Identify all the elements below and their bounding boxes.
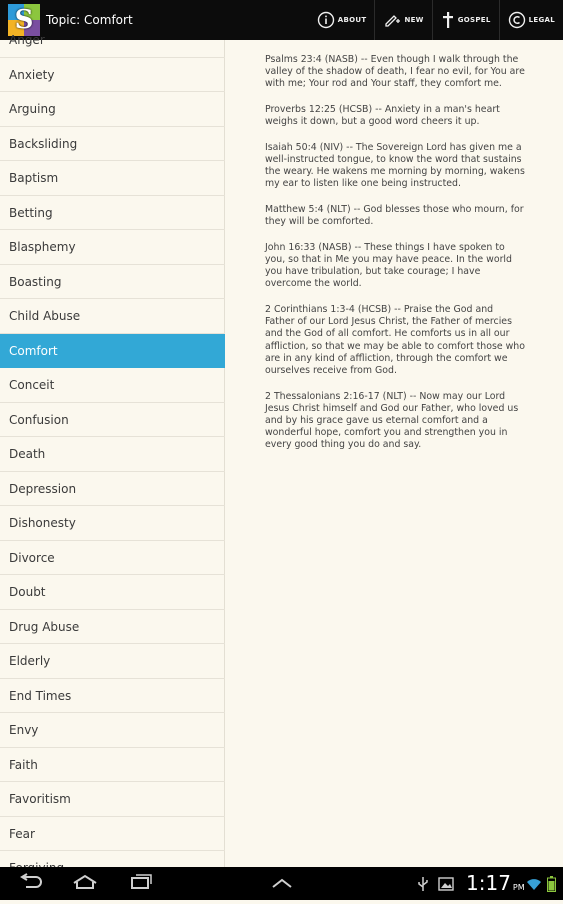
topic-item[interactable]: Conceit (0, 368, 225, 403)
system-nav-bar (0, 867, 563, 900)
menu-up-button[interactable] (266, 867, 298, 900)
clock-ampm: PM (512, 883, 525, 892)
chevron-up-icon (270, 874, 294, 893)
topic-item[interactable]: Arguing (0, 92, 225, 127)
gospel-button[interactable] (432, 0, 499, 40)
info-icon (317, 11, 335, 29)
topic-list[interactable] (0, 33, 225, 867)
topic-item[interactable]: Backsliding (0, 127, 225, 162)
back-icon (18, 874, 44, 894)
topic-item[interactable]: Boasting (0, 265, 225, 300)
verse-paragraph: Isaiah 50:4 (NIV) -- The Sovereign Lord has given me a well-instructed tongue, to know the word that sustains the weary. He wakens me morning by morning, wakens my ear to listen like one being instructed. (265, 141, 525, 190)
new-button[interactable] (374, 0, 431, 40)
verse-paragraph: Psalms 23:4 (NASB) -- Even though I walk through the valley of the shadow of death, I fear no evil, for You are with me; Your rod and Your staff, they comfort me. (265, 54, 525, 90)
topic-item[interactable]: Blasphemy (0, 230, 225, 265)
topic-item[interactable]: Doubt (0, 575, 225, 610)
topic-item[interactable]: Envy (0, 713, 225, 748)
back-button[interactable] (14, 867, 48, 900)
topic-item-selected[interactable]: Comfort (0, 334, 225, 369)
action-buttons (309, 0, 563, 40)
topic-item[interactable]: End Times (0, 679, 225, 714)
gospel-label: GOSPEL (457, 16, 491, 24)
topic-item[interactable]: Drug Abuse (0, 610, 225, 645)
topic-item[interactable]: Betting (0, 196, 225, 231)
topic-item[interactable]: Favoritism (0, 782, 225, 817)
topic-item[interactable]: Anger (0, 23, 225, 58)
home-icon (71, 874, 99, 894)
wifi-icon (526, 867, 542, 900)
topic-item[interactable]: Depression (0, 472, 225, 507)
topic-item[interactable]: Child Abuse (0, 299, 225, 334)
topic-item[interactable]: Confusion (0, 403, 225, 438)
about-label: ABOUT (337, 16, 367, 24)
about-button[interactable] (309, 0, 375, 40)
cross-icon (441, 11, 455, 29)
usb-icon (414, 867, 432, 900)
page-title: Topic: Comfort (46, 13, 133, 27)
topic-item[interactable]: Faith (0, 748, 225, 783)
verse-paragraph: Proverbs 12:25 (HCSB) -- Anxiety in a man's heart weighs it down, but a good word cheers it up. (265, 104, 500, 128)
verse-panel (226, 40, 563, 867)
verse-paragraph: 2 Thessalonians 2:16-17 (NLT) -- Now may our Lord Jesus Christ himself and God our Father, who loved us and by his grace gave us eternal comfort and a wonderful hope, comfort you and strengthen you in every good thing you do and say. (265, 390, 519, 451)
status-clock (466, 867, 525, 900)
new-icon (383, 11, 401, 29)
recent-apps-icon (128, 874, 154, 894)
verse-paragraph: Matthew 5:4 (NLT) -- God blesses those who mourn, for they will be comforted. (265, 204, 524, 228)
topic-list-items (0, 23, 225, 886)
topic-item[interactable]: Divorce (0, 541, 225, 576)
new-label: NEW (404, 16, 424, 24)
recent-apps-button[interactable] (124, 867, 158, 900)
app-logo-icon[interactable]: S (8, 4, 40, 36)
clock-time: 1:17 (466, 871, 511, 895)
topic-item[interactable]: Dishonesty (0, 506, 225, 541)
topic-item[interactable]: Fear (0, 817, 225, 852)
copyright-icon (508, 11, 526, 29)
battery-icon (544, 867, 558, 900)
home-button[interactable] (68, 867, 102, 900)
legal-button[interactable] (499, 0, 563, 40)
topic-item[interactable]: Anxiety (0, 58, 225, 93)
verse-paragraph: 2 Corinthians 1:3-4 (HCSB) -- Praise the God and Father of our Lord Jesus Christ, the Father of mercies and the God of all comfort. He comforts us in all our affliction, so that we may be able to comfort those who are in any kind of affliction, through the comfort we ourselves receive from God. (265, 304, 525, 377)
topic-item[interactable]: Death (0, 437, 225, 472)
topic-item[interactable]: Elderly (0, 644, 225, 679)
topic-item[interactable]: Baptism (0, 161, 225, 196)
verse-paragraph: John 16:33 (NASB) -- These things I have spoken to you, so that in Me you may have peace. In the world you have tribulation, but take courage; I have overcome the world. (265, 241, 512, 290)
image-notification-icon (436, 867, 456, 900)
legal-label: LEGAL (528, 16, 555, 24)
